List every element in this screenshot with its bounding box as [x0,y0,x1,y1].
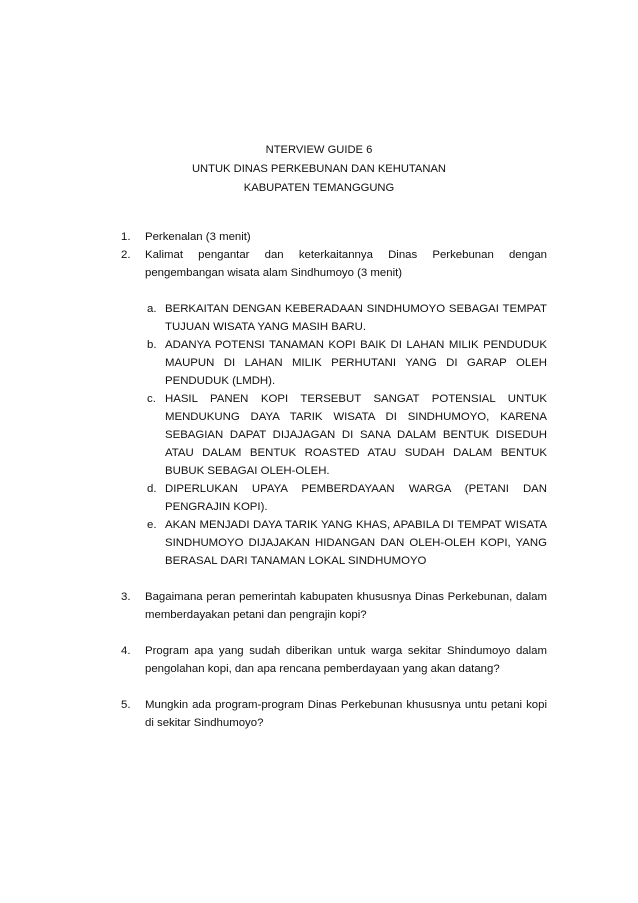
title-line-3: KABUPATEN TEMANGGUNG [243,182,395,194]
sub-item-d [121,480,547,516]
sub-item-e [121,516,547,570]
list-item-1 [121,228,547,246]
list-item-2 [121,246,547,282]
list-item-text: Bagaimana peran pemerintah kabupaten khususnya Dinas Perkebunan, dalam memberdayakan petani dan pengrajin kopi? [145,591,547,621]
sub-item-text: ADANYA POTENSI TANAMAN KOPI BAIK DI LAHAN MILIK PENDUDUK MAUPUN DI LAHAN MILIK PERHUTANI YANG DI GARAP OLEH PENDUDUK (LMDH). [165,339,547,387]
spacer [121,282,547,300]
sub-item-text: AKAN MENJADI DAYA TARIK YANG KHAS, APABILA DI TEMPAT WISATA SINDHUMOYO DIJAJAKAN HIDANGAN DAN OLEH-OLEH KOPI, YANG BERASAL DARI TANAMAN LOKAL SINDHUMOYO [165,519,547,567]
list-item-text: Mungkin ada program-program Dinas Perkebunan khususnya untu petani kopi di sekitar Sindhumoyo? [145,699,547,729]
list-number: 1. [121,231,131,243]
list-item-text: Program apa yang sudah diberikan untuk warga sekitar Shindumoyo dalam pengolahan kopi, dan apa rencana pemberdayaan yang akan datang? [145,645,547,675]
list-number: 5. [121,699,131,711]
sub-item-b [121,336,547,390]
list-item-4 [121,642,547,678]
title-line-1: NTERVIEW GUIDE 6 [265,144,373,156]
spacer [121,678,547,696]
list-item-3 [121,588,547,624]
list-number: 3. [121,591,131,603]
list-item-text: Kalimat pengantar dan keterkaitannya Dinas Perkebunan dengan pengembangan wisata alam Sindhumoyo (3 menit) [145,249,547,279]
document-title [0,141,638,198]
sub-letter: a. [147,303,157,315]
question-list [121,228,547,732]
sub-letter: c. [147,393,156,405]
list-item-5 [121,696,547,732]
sub-item-text: HASIL PANEN KOPI TERSEBUT SANGAT POTENSIAL UNTUK MENDUKUNG DAYA TARIK WISATA DI SINDHUMOYO, KARENA SEBAGIAN DAPAT DIJAJAGAN DI SANA DALAM BENTUK DISEDUH ATAU DALAM BENTUK ROASTED ATAU SUDAH DALAM BENTUK BUBUK SEBAGAI OLEH-OLEH. [165,393,547,477]
sub-item-c [121,390,547,480]
sub-letter: d. [147,483,157,495]
list-item-text: Perkenalan (3 menit) [145,231,251,243]
sub-item-text: BERKAITAN DENGAN KEBERADAAN SINDHUMOYO SEBAGAI TEMPAT TUJUAN WISATA YANG MASIH BARU. [165,303,547,333]
title-line-2: UNTUK DINAS PERKEBUNAN DAN KEHUTANAN [191,163,447,175]
spacer [121,624,547,642]
list-number: 4. [121,645,131,657]
sub-letter: b. [147,339,157,351]
spacer [121,570,547,588]
list-number: 2. [121,249,131,261]
sub-letter: e. [147,519,157,531]
sub-item-a [121,300,547,336]
sub-item-text: DIPERLUKAN UPAYA PEMBERDAYAAN WARGA (PETANI DAN PENGRAJIN KOPI). [165,483,547,513]
